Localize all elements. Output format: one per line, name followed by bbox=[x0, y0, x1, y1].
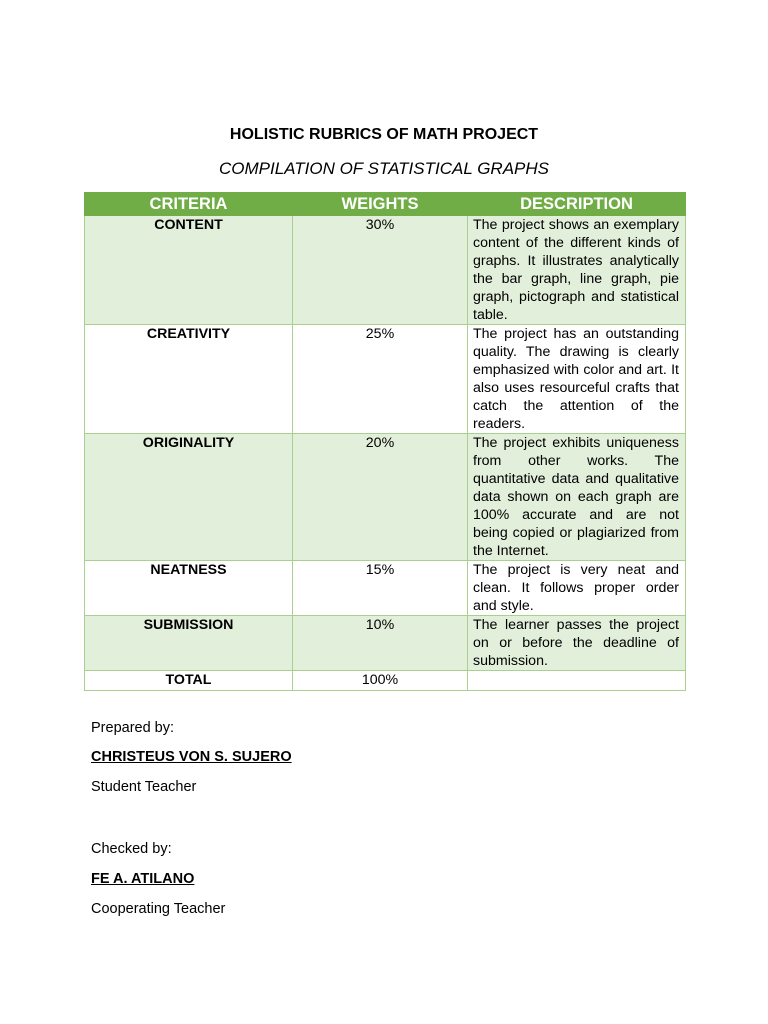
preparer-name: CHRISTEUS VON S. SUJERO bbox=[91, 749, 292, 765]
table-row-submission bbox=[85, 616, 686, 671]
description-cell: The project shows an exemplary content of the different kinds of graphs. It illustrates analytically the bar graph, line graph, pie graph, pictograph and statistical table. bbox=[468, 216, 686, 325]
table-row-creativity bbox=[85, 325, 686, 434]
description-cell: The project exhibits uniqueness from other works. The quantitative data and qualitative data shown on each graph are 100% accurate and are not being copied or plagiarized from the Internet. bbox=[468, 434, 686, 561]
header-criteria: CRITERIA bbox=[85, 193, 293, 216]
checked-by-label: Checked by: bbox=[91, 841, 172, 857]
prepared-by-label: Prepared by: bbox=[91, 720, 175, 736]
weight-cell: 25% bbox=[293, 325, 468, 434]
checker-role: Cooperating Teacher bbox=[91, 901, 226, 917]
weight-cell: 10% bbox=[293, 616, 468, 671]
description-cell: The project has an outstanding quality. The drawing is clearly emphasized with color and art. It also uses resourceful crafts that catch the attention of the readers. bbox=[468, 325, 686, 434]
table-header-row bbox=[85, 193, 686, 216]
criteria-cell: CONTENT bbox=[85, 216, 293, 325]
table-row-originality bbox=[85, 434, 686, 561]
table-row-total bbox=[85, 671, 686, 691]
description-cell: The project is very neat and clean. It follows proper order and style. bbox=[468, 561, 686, 616]
criteria-cell: TOTAL bbox=[85, 671, 293, 691]
criteria-cell: CREATIVITY bbox=[85, 325, 293, 434]
weight-cell: 100% bbox=[293, 671, 468, 691]
header-weights: WEIGHTS bbox=[293, 193, 468, 216]
document-title: HOLISTIC RUBRICS OF MATH PROJECT bbox=[229, 126, 539, 143]
document-subtitle: COMPILATION OF STATISTICAL GRAPHS bbox=[219, 159, 549, 178]
header-description: DESCRIPTION bbox=[468, 193, 686, 216]
weight-cell: 20% bbox=[293, 434, 468, 561]
weight-cell: 30% bbox=[293, 216, 468, 325]
rubric-table bbox=[84, 192, 686, 691]
checker-name: FE A. ATILANO bbox=[91, 871, 195, 887]
table-row-content bbox=[85, 216, 686, 325]
criteria-cell: SUBMISSION bbox=[85, 616, 293, 671]
weight-cell: 15% bbox=[293, 561, 468, 616]
description-cell bbox=[468, 671, 686, 691]
table-row-neatness bbox=[85, 561, 686, 616]
description-cell: The learner passes the project on or before the deadline of submission. bbox=[468, 616, 686, 671]
criteria-cell: ORIGINALITY bbox=[85, 434, 293, 561]
criteria-cell: NEATNESS bbox=[85, 561, 293, 616]
preparer-role: Student Teacher bbox=[91, 779, 197, 795]
